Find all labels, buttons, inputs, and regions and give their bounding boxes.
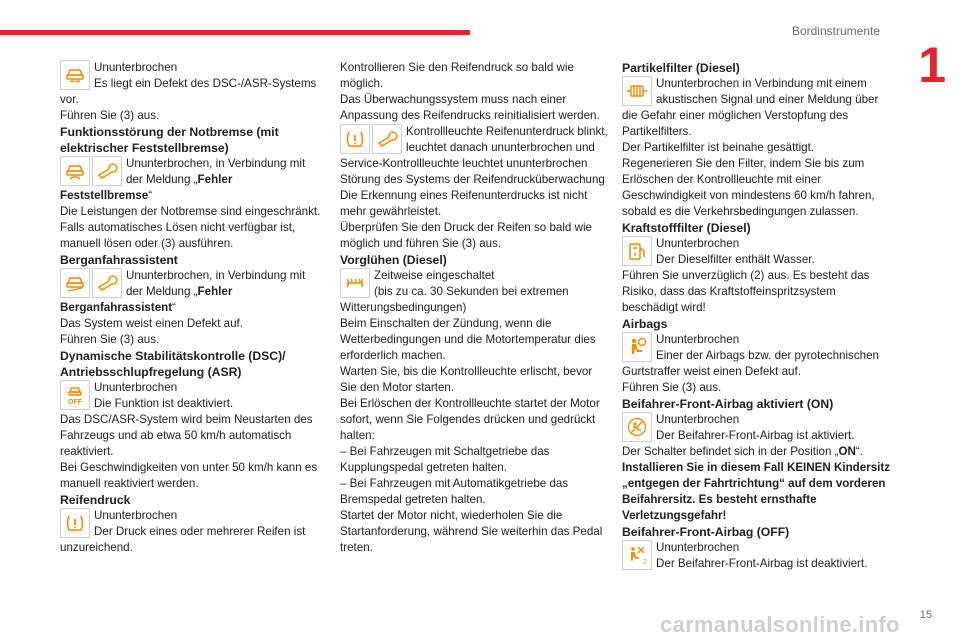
chapter-number: 1 xyxy=(918,37,946,93)
aeb-text-2: Falls automatisches Lösen nicht verfügbar ist, manuell lösen oder (3) ausführen. xyxy=(60,221,296,250)
tyre-blink-line-1: Kontrollleuchte Reifenunterdruck blinkt, leuchtet danach ununterbrochen und Service-Kontrollleuchte leuchtet ununterbrochen xyxy=(340,125,608,170)
service-wrench-icon xyxy=(92,268,122,298)
passenger-off-heading: Beifahrer-Front-Airbag (OFF) xyxy=(622,525,790,539)
hill-text-2: Führen Sie (3) aus. xyxy=(60,333,160,346)
glow-line-7: – Bei Fahrzeugen mit Automatikgetriebe das Bremspedal getreten halten. xyxy=(340,477,569,506)
glow-line-1: Zeitweise eingeschaltet xyxy=(374,269,495,282)
passenger-off-line-1: Ununterbrochen xyxy=(656,541,740,554)
fuel-filter-line-3: Führen Sie unverzüglich (2) aus. Es besteht das Risiko, dass das Kraftstoffeinspritzsystem beschädigt wird! xyxy=(622,269,870,314)
passenger-on-warning: Installieren Sie in diesem Fall KEINEN Kindersitz „entgegen der Fahrtrichtung“ auf dem vorderen Beifahrersitz. Es besteht ernsthafte Verletzungsgefahr! xyxy=(622,461,891,522)
passenger-on-entry xyxy=(622,412,892,524)
column-3 xyxy=(622,60,892,572)
tyre-blink-entry xyxy=(340,124,608,252)
aeb-text-1: Die Leistungen der Notbremse sind eingeschränkt. xyxy=(60,205,321,218)
tyre-pressure-icon xyxy=(60,508,90,538)
airbag-icon xyxy=(622,332,652,362)
tyre-intro-1: Kontrollieren Sie den Reifendruck so bald wie möglich. xyxy=(340,61,574,90)
glow-entry xyxy=(340,268,608,556)
aeb-heading: Funktionsstörung der Notbremse (mit elektrischer Feststellbremse) xyxy=(60,125,279,155)
section-title: Bordinstrumente xyxy=(791,24,880,38)
dsc-fault-line-1: Ununterbrochen xyxy=(94,61,178,74)
tyre-heading: Reifendruck xyxy=(60,493,131,507)
hill-text-1: Das System weist einen Defekt auf. xyxy=(60,317,244,330)
passenger-off-entry xyxy=(622,540,892,572)
passenger-on-heading: Beifahrer-Front-Airbag aktiviert (ON) xyxy=(622,397,834,411)
dsc-fault-line-2: Es liegt ein Defekt des DSC-/ASR-Systems vor. xyxy=(60,77,317,106)
passenger-airbag-on-icon xyxy=(622,412,652,442)
tyre-blink-line-2: Störung des Systems der Reifendrucküberwachung xyxy=(340,173,605,186)
header-accent-bar xyxy=(0,30,470,35)
dsc-off-line-3: Das DSC/ASR-System wird beim Neustarten des Fahrzeugs und ab etwa 50 km/h automatisch reaktiviert. xyxy=(60,413,313,458)
passenger-airbag-off-icon xyxy=(622,540,652,570)
column-2 xyxy=(340,60,608,556)
dpf-line-1: Ununterbrochen in Verbindung mit einem akustischen Signal und einer Meldung über die Gefahr einer möglichen Verstopfung des Partikelfilters. xyxy=(622,77,879,138)
dpf-line-3: Regenerieren Sie den Filter, indem Sie bis zum Erlöschen der Kontrollleuchte mit einer Geschwindigkeit von mindestens 60 km/h fahren, sobald es die Verkehrsbedingungen zulassen. xyxy=(622,157,875,218)
dsc-fault-line-3: Führen Sie (3) aus. xyxy=(60,109,160,122)
fuel-filter-line-1: Ununterbrochen xyxy=(656,237,740,250)
dsc-fault-entry xyxy=(60,60,322,124)
aeb-message: Ununterbrochen, in Verbindung mit der Meldung „Fehler Feststellbremse“ xyxy=(60,157,306,202)
fuel-filter-heading: Kraftstofffilter (Diesel) xyxy=(622,221,751,235)
dsc-heading: Dynamische Stabilitätskontrolle (DSC)/ Antriebsschlupfregelung (ASR) xyxy=(60,349,286,379)
passenger-on-line-1: Ununterbrochen xyxy=(656,413,740,426)
aeb-icon xyxy=(60,156,90,186)
airbags-entry xyxy=(622,332,892,396)
tyre-pressure-icon xyxy=(340,124,370,154)
switch-position-on: ON xyxy=(838,445,856,458)
particle-filter-icon xyxy=(622,76,652,106)
dsc-off-line-2: Die Funktion ist deaktiviert. xyxy=(94,397,234,410)
fuel-filter-entry xyxy=(622,236,892,316)
hill-start-icon xyxy=(60,268,90,298)
passenger-on-switch: Der Schalter befindet sich in der Position „ON“. xyxy=(622,445,864,458)
dsc-off-entry xyxy=(60,380,322,492)
glow-line-8: Startet der Motor nicht, wiederholen Sie die Startanforderung, während Sie weiterhin das Pedal treten. xyxy=(340,509,603,554)
service-wrench-icon xyxy=(92,156,122,186)
svg-text:2: 2 xyxy=(643,559,647,566)
aeb-message-bold: Fehler Feststellbremse xyxy=(60,173,233,202)
svg-text:OFF: OFF xyxy=(68,399,82,406)
glow-line-5: Bei Erlöschen der Kontrollleuchte startet der Motor sofort, wenn Sie Folgendes drücken und gedrückt halten: xyxy=(340,397,600,442)
glow-line-3: Beim Einschalten der Zündung, wenn die Wetterbedingungen und die Motortemperatur dies erforderlich machen. xyxy=(340,317,596,362)
passenger-on-line-2: Der Beifahrer-Front-Airbag ist aktiviert. xyxy=(656,429,855,442)
glow-line-2: (bis zu ca. 30 Sekunden bei extremen Witterungsbedingungen) xyxy=(340,285,569,314)
tyre-line-1: Ununterbrochen xyxy=(94,509,178,522)
service-wrench-icon xyxy=(372,124,402,154)
hill-heading: Berganfahrassistent xyxy=(60,253,178,267)
hill-entry xyxy=(60,268,322,348)
aeb-entry xyxy=(60,156,322,252)
tyre-entry xyxy=(60,508,322,556)
dpf-entry xyxy=(622,76,892,220)
glow-plug-icon xyxy=(340,268,370,298)
hill-message: Ununterbrochen, in Verbindung mit der Meldung „Fehler Berganfahrassistent“ xyxy=(60,269,306,314)
tyre-blink-line-3: Die Erkennung eines Reifenunterdrucks ist nicht mehr gewährleistet. xyxy=(340,189,588,218)
tyre-line-2: Der Druck eines oder mehrerer Reifen ist unzureichend. xyxy=(60,525,306,554)
dpf-heading: Partikelfilter (Diesel) xyxy=(622,61,740,75)
watermark: carmanualsonline.info xyxy=(660,612,900,637)
passenger-off-line-2: Der Beifahrer-Front-Airbag ist deaktiviert. xyxy=(656,557,868,570)
water-in-fuel-icon xyxy=(622,236,652,266)
dsc-off-line-4: Bei Geschwindigkeiten von unter 50 km/h kann es manuell reaktiviert werden. xyxy=(60,461,318,490)
glow-line-4: Warten Sie, bis die Kontrollleuchte erlischt, bevor Sie den Motor starten. xyxy=(340,365,593,394)
airbags-heading: Airbags xyxy=(622,317,668,331)
page-number: 15 xyxy=(919,609,932,621)
hill-message-bold: Fehler Berganfahrassistent xyxy=(60,285,233,314)
fuel-filter-line-2: Der Dieselfilter enthält Wasser. xyxy=(656,253,815,266)
dpf-line-2: Der Partikelfilter ist beinahe gesättigt. xyxy=(622,141,815,154)
airbags-line-3: Führen Sie (3) aus. xyxy=(622,381,722,394)
airbags-line-2: Einer der Airbags bzw. der pyrotechnischen Gurtstraffer weist einen Defekt auf. xyxy=(622,349,879,378)
airbags-line-1: Ununterbrochen xyxy=(656,333,740,346)
dsc-fault-icon xyxy=(60,60,90,90)
dsc-off-icon xyxy=(60,380,90,410)
dsc-off-line-1: Ununterbrochen xyxy=(94,381,178,394)
tyre-blink-line-4: Überprüfen Sie den Druck der Reifen so bald wie möglich und führen Sie (3) aus. xyxy=(340,221,592,250)
glow-line-6: – Bei Fahrzeugen mit Schaltgetriebe das Kupplungspedal getreten halten. xyxy=(340,445,550,474)
tyre-intro-2: Das Überwachungssystem muss nach einer Anpassung des Reifendrucks reinitialisiert werden. xyxy=(340,93,600,122)
column-1 xyxy=(60,60,322,556)
glow-heading: Vorglühen (Diesel) xyxy=(340,253,447,267)
